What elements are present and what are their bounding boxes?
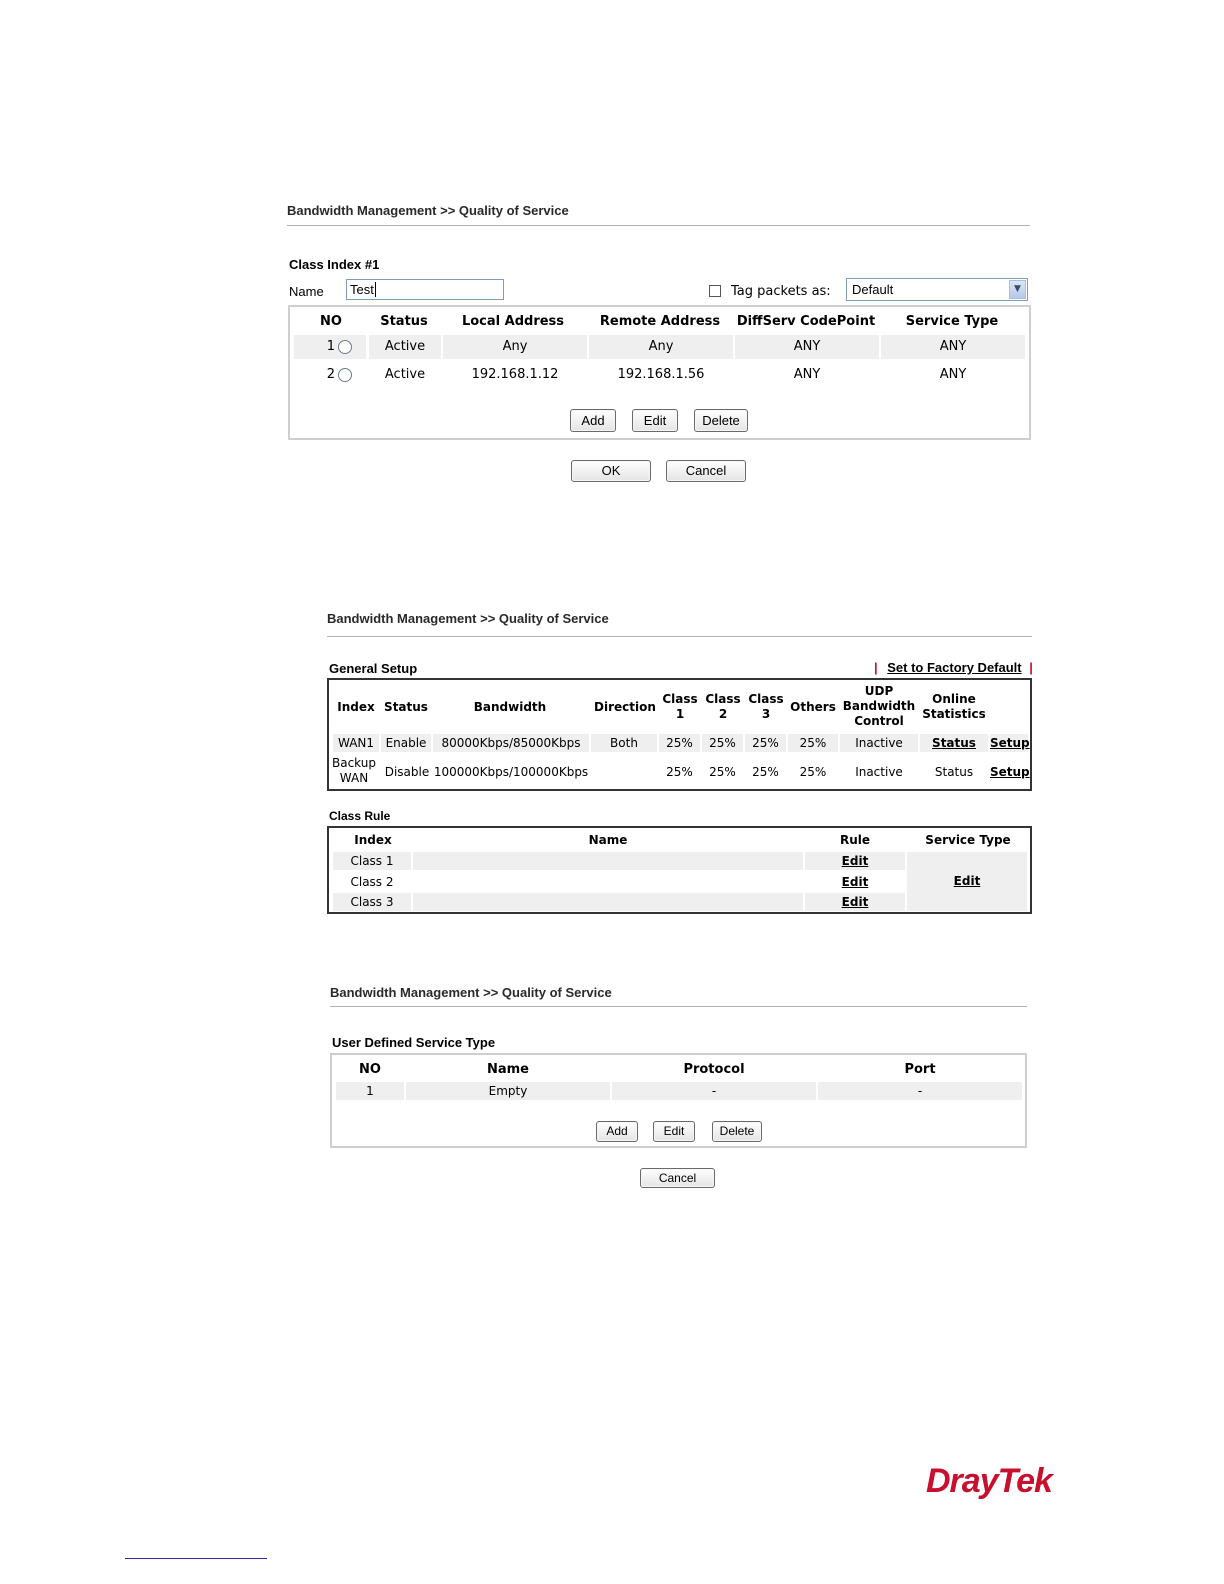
ok-button[interactable]: OK bbox=[571, 460, 651, 482]
class1-index: Class 1 bbox=[333, 852, 411, 870]
class-rule-title: Class Rule bbox=[329, 809, 391, 823]
backup-wan-class1: 25% bbox=[666, 765, 693, 779]
col-class3 bbox=[745, 692, 787, 722]
service-type-table bbox=[330, 1053, 1027, 1148]
class1-name bbox=[413, 852, 803, 870]
col-status: Status bbox=[380, 314, 428, 329]
col-class2-b: 2 bbox=[718, 707, 728, 721]
col-service-type: Service Type bbox=[925, 833, 1011, 847]
col-remote-address: Remote Address bbox=[599, 314, 721, 329]
col-service-type: Service Type bbox=[905, 314, 999, 329]
add-button[interactable]: Add bbox=[596, 1121, 638, 1142]
col-status: Status bbox=[384, 700, 428, 714]
separator: | bbox=[1029, 660, 1033, 675]
row2-radio[interactable] bbox=[338, 368, 352, 382]
tag-packets-checkbox[interactable] bbox=[709, 285, 721, 297]
col-class1-a: Class bbox=[662, 692, 698, 706]
backup-wan-class2: 25% bbox=[709, 765, 736, 779]
row2-remote: 192.168.1.56 bbox=[617, 367, 705, 382]
col-class1-b: 1 bbox=[675, 707, 685, 721]
cancel-button[interactable]: Cancel bbox=[666, 460, 746, 482]
wan1-udp: Inactive bbox=[840, 734, 918, 752]
col-class2 bbox=[702, 692, 744, 722]
backup-wan-index-b: WAN bbox=[339, 771, 369, 785]
class-index-title: Class Index #1 bbox=[289, 257, 380, 272]
row1-port: - bbox=[818, 1082, 1022, 1100]
row1-no-text: 1 bbox=[326, 339, 335, 354]
row1-status: Active bbox=[369, 335, 441, 359]
col-index: Index bbox=[354, 833, 392, 847]
separator: | bbox=[874, 660, 878, 675]
wan1-direction: Both bbox=[591, 734, 657, 752]
user-defined-title: User Defined Service Type bbox=[332, 1035, 496, 1050]
tag-select-value: Default bbox=[852, 282, 894, 297]
row2-no bbox=[294, 363, 366, 387]
service-type-edit-link[interactable]: Edit bbox=[907, 852, 1027, 911]
class3-index: Class 3 bbox=[333, 893, 411, 911]
factory-default-link[interactable]: Set to Factory Default bbox=[887, 660, 1022, 675]
backup-wan-status-text: Status bbox=[934, 765, 974, 779]
col-diffserv: DiffServ CodePoint bbox=[736, 314, 876, 329]
add-button[interactable]: Add bbox=[570, 409, 616, 432]
edit-button[interactable]: Edit bbox=[653, 1121, 695, 1142]
row1-radio[interactable] bbox=[338, 340, 352, 354]
row1-diffserv: ANY bbox=[735, 335, 879, 359]
col-name: Name bbox=[588, 833, 628, 847]
divider bbox=[330, 1006, 1027, 1007]
wan1-bandwidth: 80000Kbps/85000Kbps bbox=[433, 734, 589, 752]
col-class1 bbox=[659, 692, 701, 722]
backup-wan-status: Disable bbox=[384, 765, 430, 779]
backup-wan-others: 25% bbox=[799, 765, 827, 779]
col-udp-c: Control bbox=[854, 714, 904, 728]
row2-diffserv: ANY bbox=[793, 367, 821, 382]
col-bandwidth: Bandwidth bbox=[473, 700, 547, 714]
chevron-down-icon[interactable]: ▼ bbox=[1009, 280, 1026, 299]
col-name: Name bbox=[486, 1062, 529, 1077]
wan1-class1: 25% bbox=[659, 734, 700, 752]
general-setup-table bbox=[327, 678, 1032, 791]
col-class3-b: 3 bbox=[761, 707, 771, 721]
divider bbox=[287, 225, 1030, 226]
col-online bbox=[919, 692, 989, 722]
class2-name bbox=[413, 873, 803, 891]
wan1-class2: 25% bbox=[702, 734, 743, 752]
footer-rule bbox=[125, 1558, 267, 1559]
col-no: NO bbox=[359, 1062, 381, 1077]
col-rule: Rule bbox=[839, 833, 871, 847]
draytek-logo: DrayTek bbox=[926, 1462, 1052, 1500]
row2-no-text: 2 bbox=[326, 367, 335, 382]
row1-name: Empty bbox=[406, 1082, 610, 1100]
col-udp bbox=[839, 684, 919, 729]
class2-index: Class 2 bbox=[350, 875, 394, 889]
col-no: NO bbox=[320, 314, 342, 329]
row2-service: ANY bbox=[939, 367, 967, 382]
col-udp-a: UDP bbox=[864, 684, 894, 698]
col-port: Port bbox=[904, 1062, 936, 1077]
col-class2-a: Class bbox=[705, 692, 741, 706]
rules-table bbox=[288, 305, 1031, 440]
tag-packets-label: Tag packets as: bbox=[731, 284, 831, 299]
class3-name bbox=[413, 893, 803, 911]
col-index: Index bbox=[337, 700, 375, 714]
wan1-status-link[interactable]: Status bbox=[920, 734, 988, 752]
col-udp-b: Bandwidth bbox=[842, 699, 916, 713]
class3-edit-link[interactable]: Edit bbox=[805, 893, 905, 911]
row1-no: 1 bbox=[336, 1082, 404, 1100]
col-online-a: Online bbox=[932, 692, 976, 706]
edit-button[interactable]: Edit bbox=[632, 409, 678, 432]
name-label: Name bbox=[289, 284, 324, 299]
row2-status: Active bbox=[384, 367, 426, 382]
backup-wan-class3: 25% bbox=[752, 765, 779, 779]
row1-no bbox=[294, 335, 366, 359]
row1-protocol: - bbox=[612, 1082, 816, 1100]
col-others: Others bbox=[790, 700, 836, 714]
row2-local: 192.168.1.12 bbox=[471, 367, 559, 382]
backup-wan-bandwidth: 100000Kbps/100000Kbps bbox=[433, 765, 589, 779]
class1-edit-link[interactable]: Edit bbox=[805, 852, 905, 870]
wan1-setup-link[interactable]: Setup bbox=[990, 736, 1030, 750]
divider bbox=[327, 636, 1032, 637]
col-class3-a: Class bbox=[748, 692, 784, 706]
text-cursor bbox=[375, 282, 376, 297]
row1-remote: Any bbox=[589, 335, 733, 359]
row1-local: Any bbox=[443, 335, 587, 359]
tag-packets-select[interactable] bbox=[846, 278, 1028, 301]
general-setup-title: General Setup bbox=[329, 661, 418, 676]
breadcrumb: Bandwidth Management >> Quality of Service bbox=[327, 611, 609, 626]
factory-default-area bbox=[874, 660, 1033, 675]
backup-wan-udp: Inactive bbox=[855, 765, 903, 779]
class2-edit-link[interactable]: Edit bbox=[841, 875, 869, 889]
col-direction: Direction bbox=[594, 700, 656, 714]
col-online-b: Statistics bbox=[922, 707, 986, 721]
backup-wan-setup-link[interactable]: Setup bbox=[990, 765, 1030, 779]
class-rule-table bbox=[327, 826, 1032, 914]
delete-button[interactable]: Delete bbox=[694, 409, 748, 432]
wan1-others: 25% bbox=[788, 734, 838, 752]
wan1-status: Enable bbox=[381, 734, 431, 752]
backup-wan-index-a: Backup bbox=[332, 756, 376, 770]
delete-button[interactable]: Delete bbox=[712, 1121, 762, 1142]
breadcrumb: Bandwidth Management >> Quality of Service bbox=[287, 203, 569, 218]
backup-wan-direction bbox=[591, 763, 657, 781]
name-input-value: Test bbox=[350, 282, 374, 297]
backup-wan-index bbox=[329, 756, 379, 786]
name-input[interactable] bbox=[346, 279, 504, 300]
cancel-button[interactable]: Cancel bbox=[640, 1168, 715, 1188]
col-local-address: Local Address bbox=[461, 314, 565, 329]
breadcrumb: Bandwidth Management >> Quality of Service bbox=[330, 985, 612, 1000]
wan1-class3: 25% bbox=[745, 734, 786, 752]
col-protocol: Protocol bbox=[683, 1062, 745, 1077]
wan1-index: WAN1 bbox=[333, 734, 379, 752]
row1-service: ANY bbox=[881, 335, 1025, 359]
